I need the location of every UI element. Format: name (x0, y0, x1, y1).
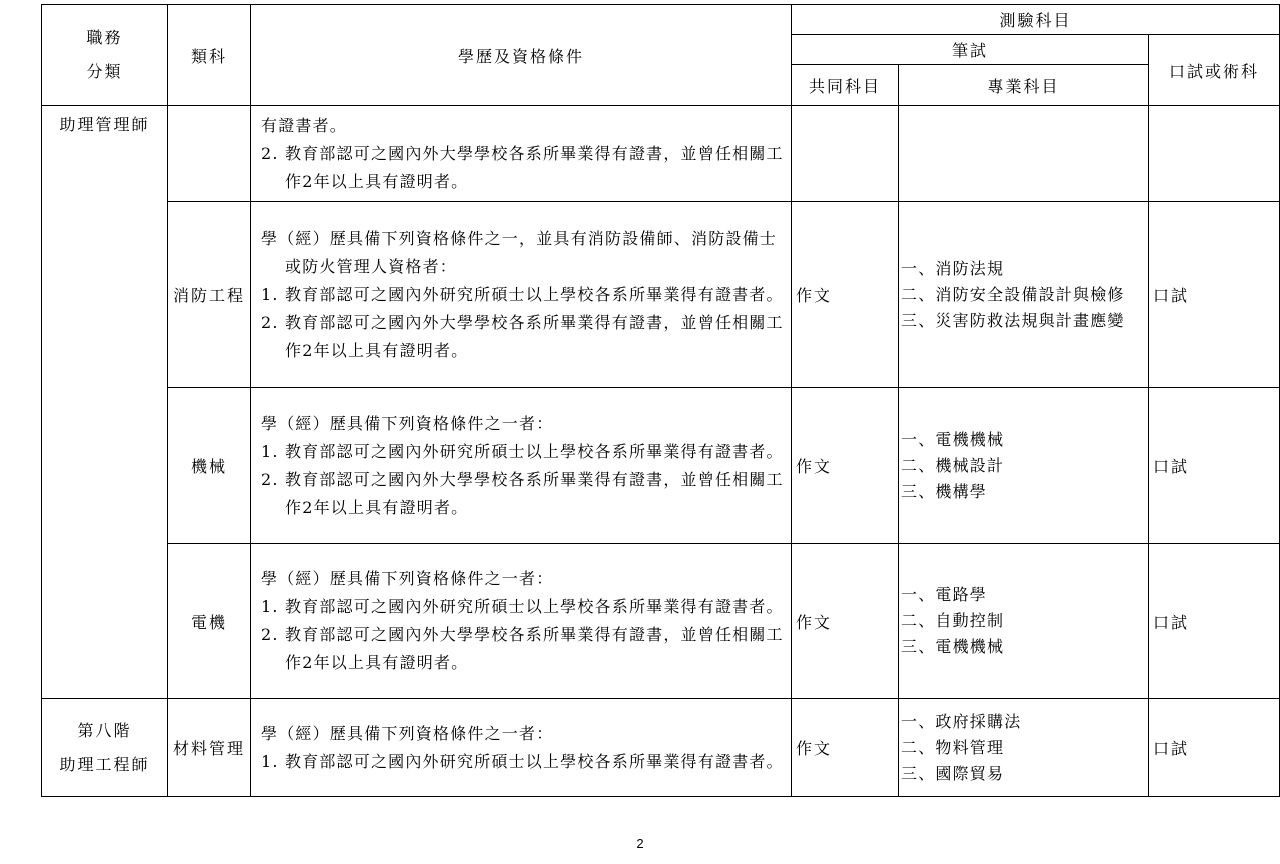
subject-item: 三、機構學 (901, 481, 988, 501)
subject-item: 三、國際貿易 (901, 763, 1005, 783)
qualification-item: 2. 教育部認可之國內外大學學校各系所畢業得有證書，並曾任相關工作2年以上具有證明者。 (261, 312, 784, 360)
qualifications-cell (251, 202, 792, 388)
exam-requirements-table (41, 4, 1280, 797)
subject-item: 一、政府採購法 (901, 711, 1022, 731)
category-electrical: 電機 (168, 544, 251, 699)
common-subject-cell: 作文 (792, 388, 899, 544)
common-subject-cell: 作文 (792, 699, 899, 797)
subject-item: 一、消防法規 (901, 258, 1005, 278)
qualification-item: 2. 教育部認可之國內外大學學校各系所畢業得有證書，並曾任相關工作2年以上具有證明者。 (261, 625, 784, 672)
position-level: 第八階 (77, 720, 132, 740)
header-position-category-line1: 職務 (86, 28, 123, 47)
page-number: 2 (636, 836, 644, 851)
qualification-item: 學（經）歷具備下列資格條件之一，並具有消防設備師、消防設備士或防火管理人資格者： (261, 228, 778, 276)
subject-item: 二、消防安全設備設計與檢修 (901, 284, 1125, 304)
header-subject-category: 類科 (168, 5, 251, 106)
header-oral-or-skill: 口試或術科 (1149, 35, 1280, 106)
qualifications-cell (251, 388, 792, 544)
header-qualifications: 學歷及資格條件 (251, 5, 792, 106)
header-position-category (42, 5, 168, 106)
category-cell (168, 106, 251, 202)
common-subject-cell: 作文 (792, 544, 899, 699)
subject-item: 三、災害防救法規與計畫應變 (901, 310, 1125, 330)
qualification-item: 1. 教育部認可之國內外研究所碩士以上學校各系所畢業得有證書者。 (261, 441, 784, 461)
qualification-item: 1. 教育部認可之國內外研究所碩士以上學校各系所畢業得有證書者。 (261, 597, 784, 616)
qualification-item: 學（經）歷具備下列資格條件之一者： (261, 413, 554, 433)
position-assistant-engineer (42, 699, 168, 797)
professional-subjects-cell (899, 202, 1149, 388)
professional-subjects-cell (899, 106, 1149, 202)
subject-item: 二、物料管理 (901, 737, 1005, 757)
qualification-item: 1. 教育部認可之國內外研究所碩士以上學校各系所畢業得有證書者。 (261, 284, 784, 304)
position-assistant-manager: 助理管理師 (42, 106, 168, 699)
qualifications-cell (251, 544, 792, 699)
qualification-item: 2. 教育部認可之國內外大學學校各系所畢業得有證書，並曾任相關工作2年以上具有證明者。 (261, 143, 784, 191)
professional-subjects-cell (899, 388, 1149, 544)
subject-item: 一、電機機械 (901, 429, 1005, 449)
subject-item: 二、自動控制 (901, 611, 1005, 630)
common-subject-cell (792, 106, 899, 202)
category-materials-management: 材料管理 (168, 699, 251, 797)
qualification-item: 1. 教育部認可之國內外研究所碩士以上學校各系所畢業得有證書者。 (261, 751, 784, 771)
qualifications-cell (251, 106, 792, 202)
header-professional-subjects: 專業科目 (899, 65, 1149, 106)
category-fire-engineering: 消防工程 (168, 202, 251, 388)
subject-item: 一、電路學 (901, 585, 988, 604)
oral-cell: 口試 (1149, 544, 1280, 699)
subject-item: 二、機械設計 (901, 455, 1005, 475)
header-common-subject: 共同科目 (792, 65, 899, 106)
qualification-item: 有證書者。 (261, 115, 348, 135)
oral-cell (1149, 106, 1280, 202)
position-title: 助理工程師 (59, 754, 150, 774)
header-exam-subjects: 測驗科目 (792, 5, 1280, 35)
oral-cell: 口試 (1149, 388, 1280, 544)
qualifications-cell (251, 699, 792, 797)
professional-subjects-cell (899, 699, 1149, 797)
qualification-item: 學（經）歷具備下列資格條件之一者： (261, 723, 554, 743)
qualification-item: 學（經）歷具備下列資格條件之一者： (261, 569, 554, 588)
qualification-item: 2. 教育部認可之國內外大學學校各系所畢業得有證書，並曾任相關工作2年以上具有證明者。 (261, 469, 784, 517)
professional-subjects-cell (899, 544, 1149, 699)
oral-cell: 口試 (1149, 699, 1280, 797)
oral-cell: 口試 (1149, 202, 1280, 388)
subject-item: 三、電機機械 (901, 637, 1005, 656)
common-subject-cell: 作文 (792, 202, 899, 388)
category-mechanical: 機械 (168, 388, 251, 544)
header-written: 筆試 (792, 35, 1149, 65)
header-position-category-line2: 分類 (86, 62, 123, 81)
